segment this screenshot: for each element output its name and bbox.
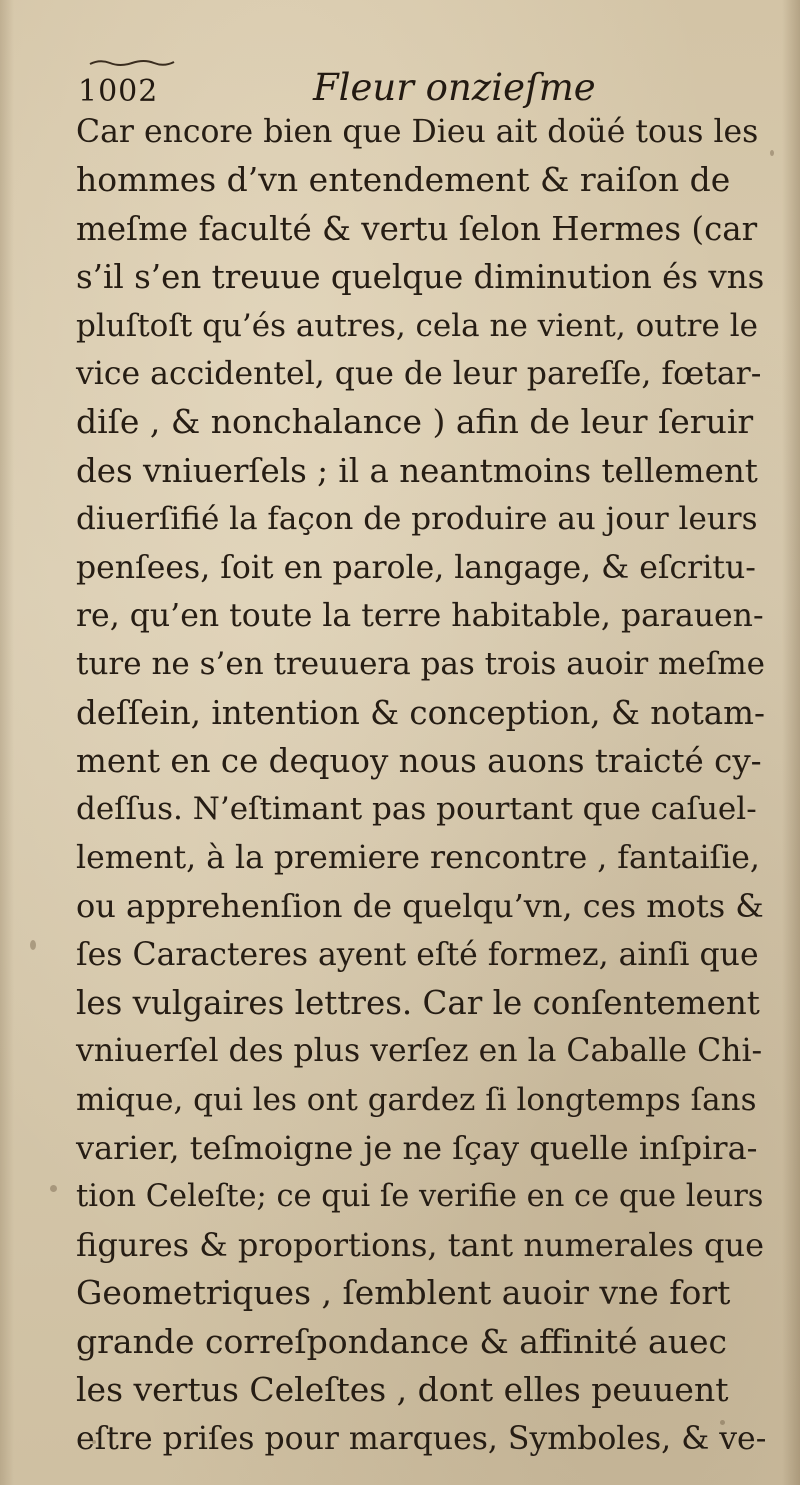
text-line: pluſtoſt qu’és autres, cela ne vient, outre le: [76, 307, 758, 344]
page-number: 1002: [78, 74, 159, 109]
text-line: hommes d’vn entendement & raiſon de: [76, 160, 731, 200]
text-line: vniuerſel des plus verſez en la Caballe Chi-: [76, 1033, 763, 1070]
text-line: penſees, ſoit en parole, langage, & eſcritu-: [76, 549, 756, 586]
text-line: diuerſifié la façon de produire au jour leurs: [76, 501, 758, 538]
text-line: Car encore bien que Dieu ait doüé tous les: [76, 114, 759, 150]
text-line: tion Celeſte; ce qui ſe verifie en ce que leurs: [76, 1178, 764, 1214]
text-line: varier, teſmoigne je ne ſçay quelle inſpira-: [76, 1129, 758, 1168]
text-line: eſtre priſes pour marques, Symboles, & ve-: [76, 1420, 767, 1457]
page-shadow-right: [782, 0, 800, 1485]
text-line: ture ne s’en treuuera pas trois auoir meſme: [76, 646, 765, 683]
text-line: ou apprehenſion de quelqu’vn, ces mots &: [76, 887, 764, 926]
page-shadow-left: [0, 0, 14, 1485]
text-line: grande correſpondance & affinité auec: [76, 1321, 727, 1361]
text-line: ment en ce dequoy nous auons traicté cy-: [76, 742, 762, 781]
text-line: ſes Caracteres ayent eſté formez, ainſi que: [76, 936, 759, 973]
text-line: lement, à la premiere rencontre , fantaiſie,: [76, 839, 760, 876]
text-line: diſe , & nonchalance ) afin de leur ſeruir: [76, 402, 754, 442]
text-line: deſſus. N’eſtimant pas pourtant que caſuel-: [76, 791, 757, 828]
paper-speck: [30, 940, 36, 950]
text-line: des vniuerſels ; il a neantmoins tellement: [76, 451, 758, 490]
text-line: mique, qui les ont gardez ſi longtemps ſans: [76, 1081, 757, 1118]
text-line: Geometriques , ſemblent auoir vne fort: [76, 1273, 731, 1313]
paper-speck: [720, 1420, 725, 1425]
text-line: s’il s’en treuue quelque diminution és vns: [76, 258, 765, 297]
paper-speck: [92, 1440, 96, 1444]
paper-speck: [50, 1185, 57, 1192]
text-line: les vertus Celeſtes , dont elles peuuent: [76, 1370, 729, 1410]
text-line: figures & proportions, tant numerales que: [76, 1225, 764, 1264]
text-line: re, qu’en toute la terre habitable, parauen-: [76, 597, 764, 634]
text-line: les vulgaires lettres. Car le conſentement: [76, 984, 760, 1023]
text-line: meſme faculté & vertu ſelon Hermes (car: [76, 209, 758, 248]
text-line: deſſein, intention & conception, & notam-: [76, 693, 765, 732]
running-head: Fleur onzieſme: [313, 66, 596, 109]
paper-speck: [770, 150, 774, 156]
body-text: [76, 108, 766, 1463]
text-line: vice accidentel, que de leur pareſſe, fœtar-: [76, 355, 762, 392]
